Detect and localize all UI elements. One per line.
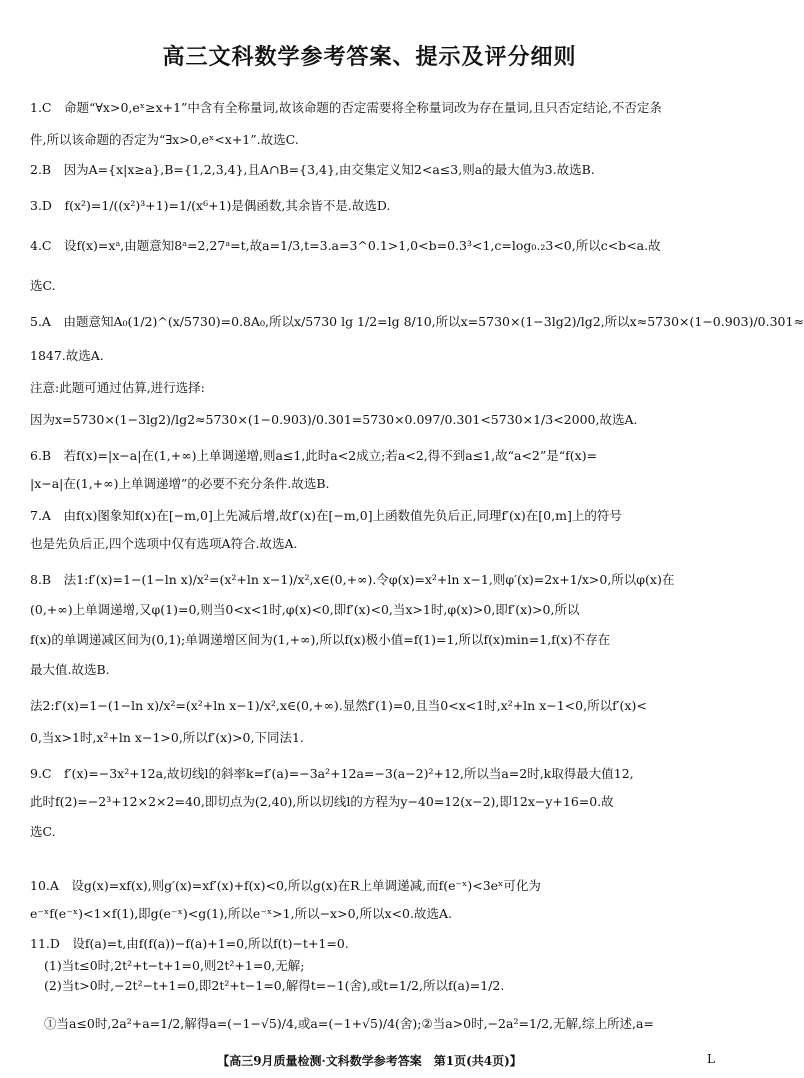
answer-line: 选C. bbox=[30, 278, 56, 293]
answer-line: 1.C 命题“∀x>0,eˣ≥x+1”中含有全称量词,故该命题的否定需要将全称量词改为存在量词,且只否定结论,不否定条 bbox=[30, 100, 662, 115]
answer-line: f(x)的单调递减区间为(0,1);单调递增区间为(1,+∞),所以f(x)极小值=f(1)=1,所以f(x)min=1,f(x)不存在 bbox=[30, 632, 611, 647]
corner-mark: L bbox=[707, 1052, 715, 1066]
answer-line: 2.B 因为A={x|x≥a},B={1,2,3,4},且A∩B={3,4},由交集定义知2<a≤3,则a的最大值为3.故选B. bbox=[30, 162, 595, 177]
page-footer: 【高三9月质量检测·文科数学参考答案 第1页(共4页)】 bbox=[217, 1054, 522, 1068]
answer-line: |x−a|在(1,+∞)上单调递增”的必要不充分条件.故选B. bbox=[30, 476, 330, 491]
answer-line: e⁻ˣf(e⁻ˣ)<1×f(1),即g(e⁻ˣ)<g(1),所以e⁻ˣ>1,所以−x>0,所以x<0.故选A. bbox=[30, 906, 452, 921]
page-title: 高三文科数学参考答案、提示及评分细则 bbox=[162, 44, 577, 70]
answer-line: (0,+∞)上单调递增,又φ(1)=0,则当0<x<1时,φ(x)<0,即f′(x)<0,当x>1时,φ(x)>0,即f′(x)>0,所以 bbox=[30, 602, 580, 617]
answer-line: 3.D f(x²)=1/((x²)³+1)=1/(x⁶+1)是偶函数,其余皆不是.故选D. bbox=[30, 198, 391, 213]
answer-line: 注意:此题可通过估算,进行选择: bbox=[30, 380, 205, 395]
answer-line: 8.B 法1:f′(x)=1−(1−ln x)/x²=(x²+ln x−1)/x²,x∈(0,+∞).令φ(x)=x²+ln x−1,则φ′(x)=2x+1/x>0,所以φ(x)在 bbox=[30, 572, 675, 587]
answer-line: 件,所以该命题的否定为“∃x>0,eˣ<x+1”.故选C. bbox=[30, 132, 299, 147]
answer-line: 选C. bbox=[30, 824, 56, 839]
answer-line: 最大值.故选B. bbox=[30, 662, 110, 677]
answer-line: 7.A 由f(x)图象知f(x)在[−m,0]上先减后增,故f′(x)在[−m,0]上函数值先负后正,同理f′(x)在[0,m]上的符号 bbox=[30, 508, 622, 523]
answer-line: 此时f(2)=−2³+12×2×2=40,即切点为(2,40),所以切线l的方程为y−40=12(x−2),即12x−y+16=0.故 bbox=[30, 794, 614, 809]
answer-line: 6.B 若f(x)=|x−a|在(1,+∞)上单调递增,则a≤1,此时a<2成立;若a<2,得不到a≤1,故“a<2”是“f(x)= bbox=[30, 448, 598, 463]
answer-line: 法2:f′(x)=1−(1−ln x)/x²=(x²+ln x−1)/x²,x∈(0,+∞).显然f′(1)=0,且当0<x<1时,x²+ln x−1<0,所以f′(x)< bbox=[30, 698, 647, 713]
answer-line: 1847.故选A. bbox=[30, 348, 104, 363]
answer-line: 11.D 设f(a)=t,由f(f(a))−f(a)+1=0,所以f(t)−t+1=0. bbox=[30, 936, 349, 951]
answer-line: (1)当t≤0时,2t²+t−t+1=0,则2t²+1=0,无解; bbox=[44, 958, 305, 973]
answer-line: (2)当t>0时,−2t²−t+1=0,即2t²+t−1=0,解得t=−1(舍),或t=1/2,所以f(a)=1/2. bbox=[44, 978, 505, 993]
answer-line: 5.A 由题意知A₀(1/2)^(x/5730)=0.8A₀,所以x/5730 lg 1/2=lg 8/10,所以x=5730×(1−3lg2)/lg2,所以x≈5730×(1−0.903)/0.301≈ bbox=[30, 314, 804, 329]
answer-line: ①当a≤0时,2a²+a=1/2,解得a=(−1−√5)/4,或a=(−1+√5)/4(舍);②当a>0时,−2a²=1/2,无解,综上所述,a= bbox=[44, 1016, 654, 1031]
answer-line: 9.C f′(x)=−3x²+12a,故切线l的斜率k=f′(a)=−3a²+12a=−3(a−2)²+12,所以当a=2时,k取得最大值12, bbox=[30, 766, 634, 781]
answer-line: 0,当x>1时,x²+ln x−1>0,所以f′(x)>0,下同法1. bbox=[30, 730, 304, 745]
answer-line: 4.C 设f(x)=xᵃ,由题意知8ᵃ=2,27ᵃ=t,故a=1/3,t=3.a=3^0.1>1,0<b=0.3³<1,c=log₀.₂3<0,所以c<b<a.故 bbox=[30, 238, 661, 253]
answer-line: 因为x=5730×(1−3lg2)/lg2≈5730×(1−0.903)/0.301=5730×0.097/0.301<5730×1/3<2000,故选A. bbox=[30, 412, 638, 427]
answer-line: 10.A 设g(x)=xf(x),则g′(x)=xf′(x)+f(x)<0,所以g(x)在R上单调递减,而f(e⁻ˣ)<3eˣ可化为 bbox=[30, 878, 541, 893]
answer-line: 也是先负后正,四个选项中仅有选项A符合.故选A. bbox=[30, 536, 298, 551]
